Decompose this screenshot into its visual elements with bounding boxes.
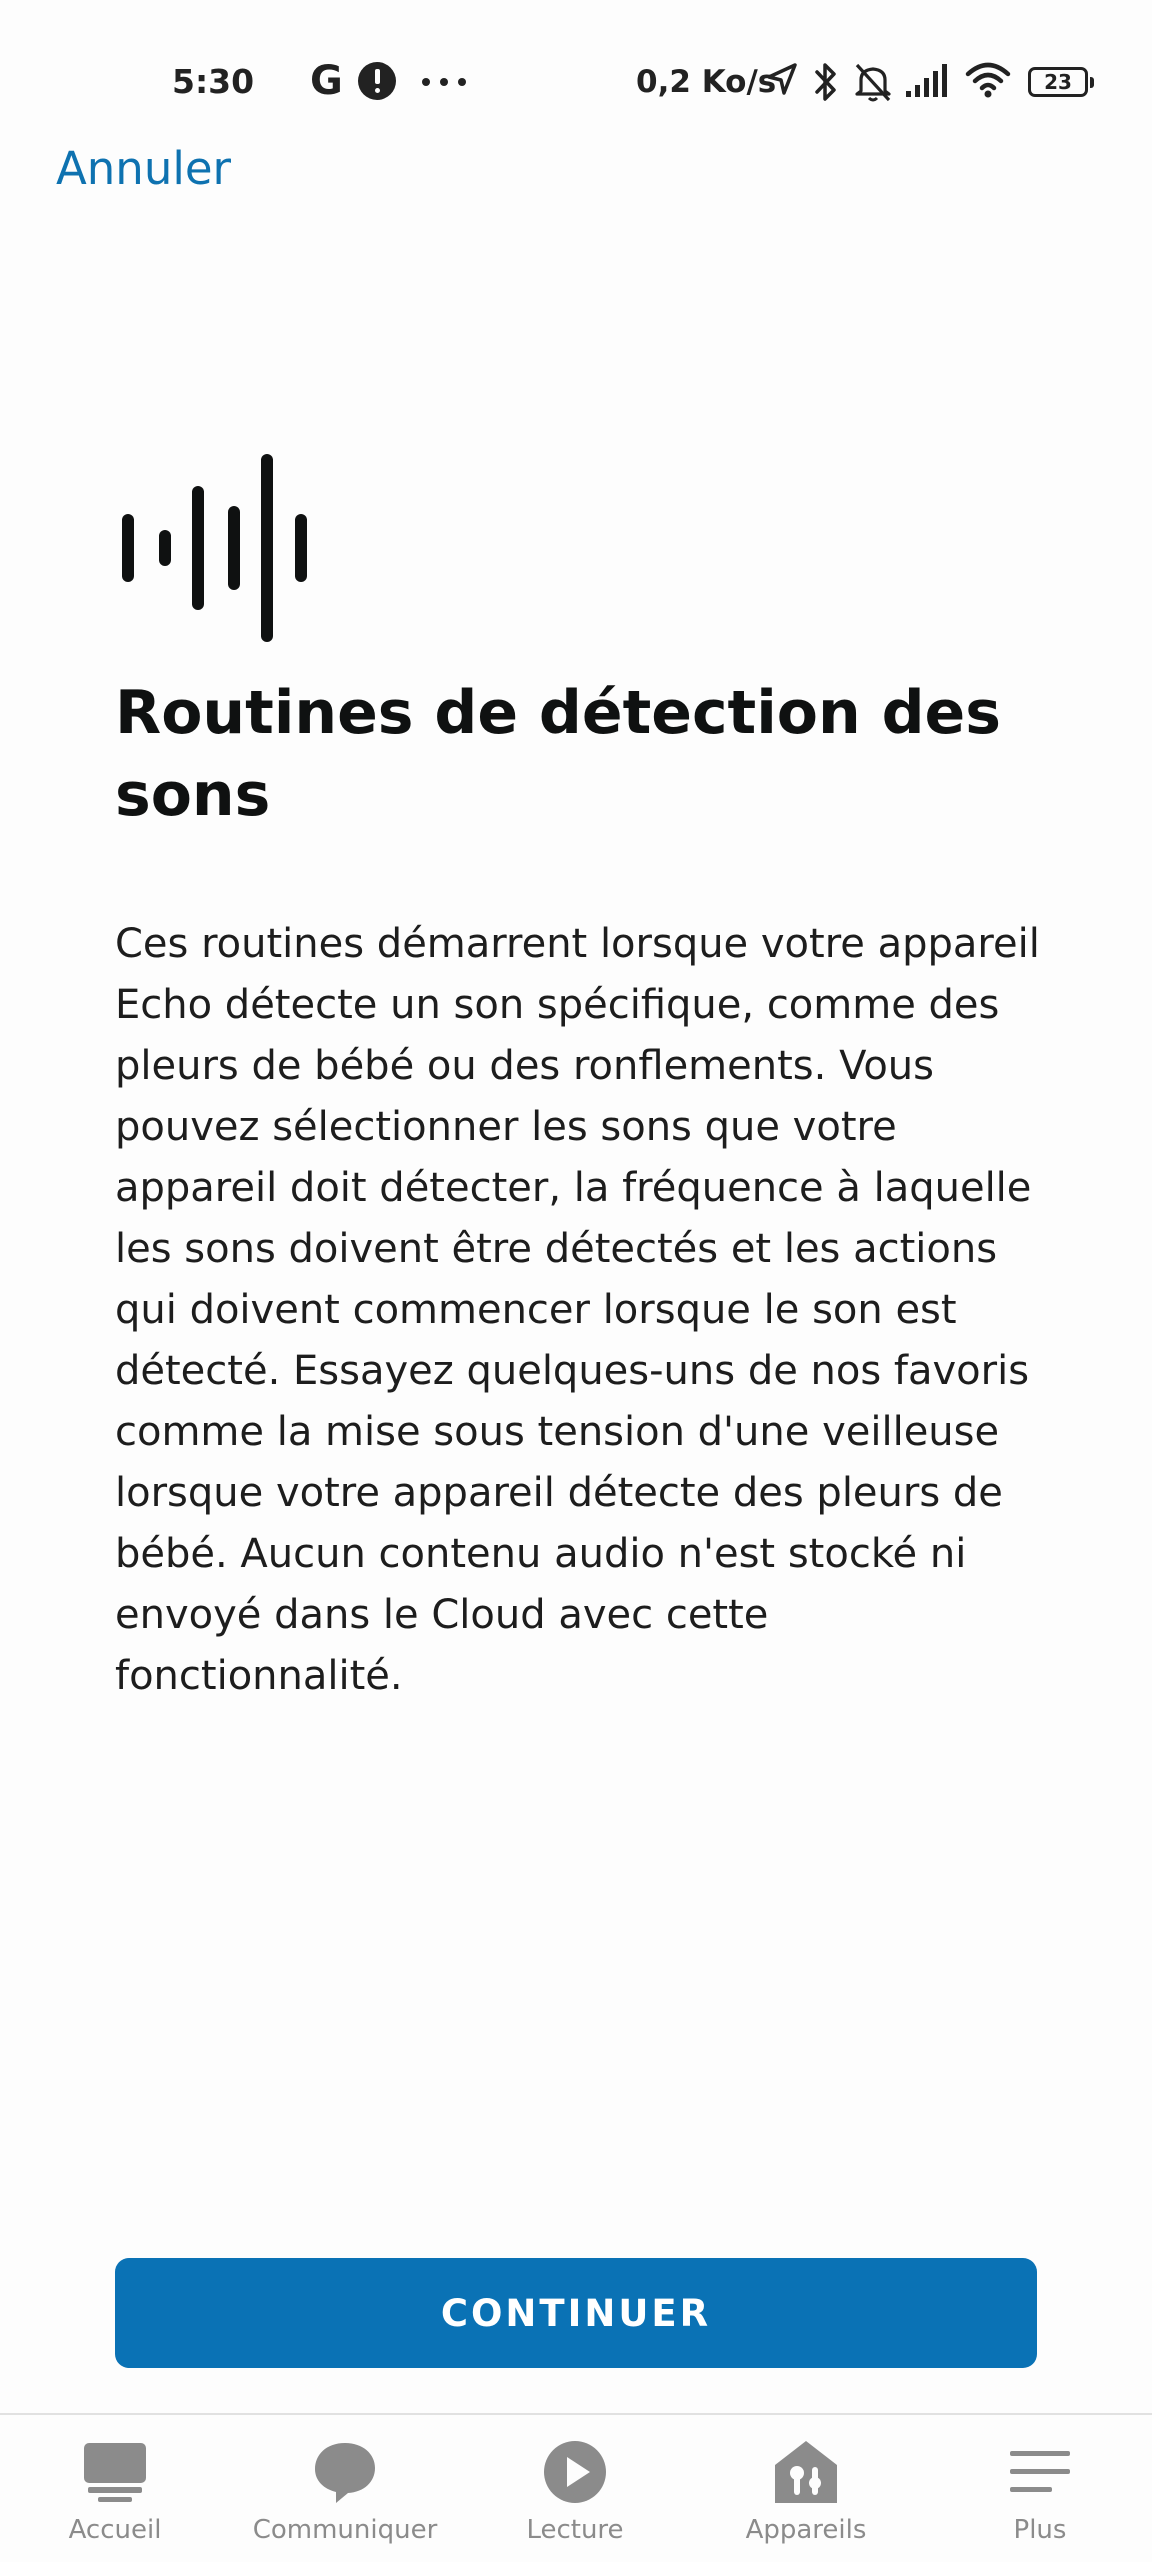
devices-icon — [771, 2437, 841, 2507]
nav-label: Accueil — [68, 2515, 162, 2545]
menu-icon — [1005, 2437, 1075, 2507]
nav-item-lecture[interactable] — [500, 2415, 650, 2562]
more-dots-icon — [422, 78, 466, 86]
network-speed: 0,2 Ko/s — [636, 64, 777, 100]
sound-wave-icon — [120, 452, 310, 642]
bottom-navigation — [0, 2413, 1152, 2562]
home-icon — [80, 2437, 150, 2507]
nav-label: Plus — [1013, 2515, 1067, 2545]
nav-item-communiquer[interactable] — [230, 2415, 460, 2562]
nav-item-accueil[interactable] — [40, 2415, 190, 2562]
nav-item-appareils[interactable] — [726, 2415, 886, 2562]
continue-button[interactable]: CONTINUER — [115, 2258, 1037, 2368]
page-title: Routines de détection des sons — [115, 678, 1001, 830]
chat-bubble-icon — [310, 2437, 380, 2507]
alert-icon — [358, 62, 396, 100]
signal-icon — [904, 60, 948, 100]
status-time: 5:30 — [172, 62, 255, 101]
location-icon — [765, 60, 799, 100]
nav-item-plus[interactable] — [980, 2415, 1100, 2562]
google-icon: G — [310, 58, 343, 104]
description-text: Ces routines démarrent lorsque votre appareil Echo détecte un son spécifique, comme des pleurs de bébé ou des ronflements. Vous pouvez sélectionner les sons que votre appareil doit détecter, la fréquence à laquelle les sons doivent être détectés et les actions qui doivent commencer lorsque le son est détecté. Essayez quelques-uns de nos favoris comme la mise sous tension d'une veilleuse lorsque votre appareil détecte des pleurs de bébé. Aucun contenu audio n'est stocké ni envoyé dans le Cloud avec cette fonctionnalité. — [115, 921, 1040, 1699]
bluetooth-icon — [812, 60, 840, 104]
nav-label: Lecture — [526, 2515, 624, 2545]
cancel-button[interactable]: Annuler — [56, 142, 232, 195]
battery-icon: 23 — [1028, 67, 1088, 97]
play-icon — [540, 2437, 610, 2507]
mute-icon — [852, 60, 894, 104]
wifi-icon — [964, 60, 1012, 100]
nav-label: Communiquer — [252, 2515, 438, 2545]
nav-label: Appareils — [745, 2515, 867, 2545]
